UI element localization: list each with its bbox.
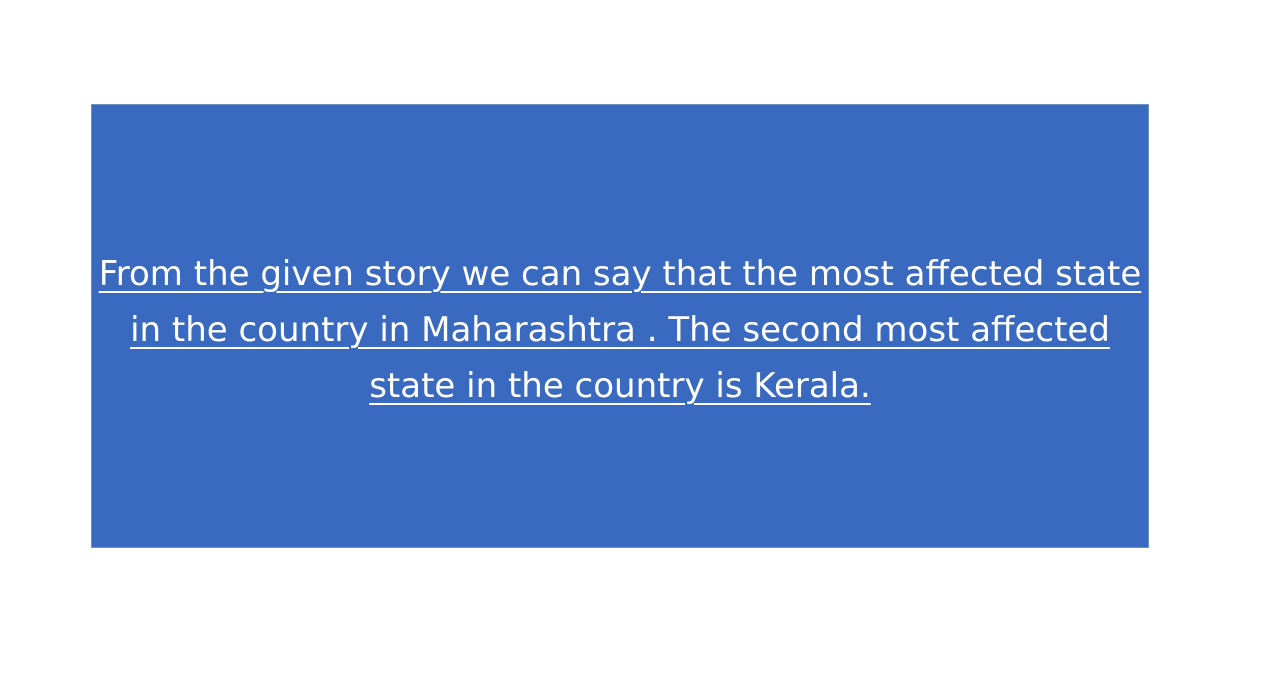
summary-text[interactable]: From the given story we can say that the most affected state in the country in Maharashtra . The second most affected state in the country is Kerala. — [98, 254, 1142, 406]
text-box — [91, 104, 1149, 548]
